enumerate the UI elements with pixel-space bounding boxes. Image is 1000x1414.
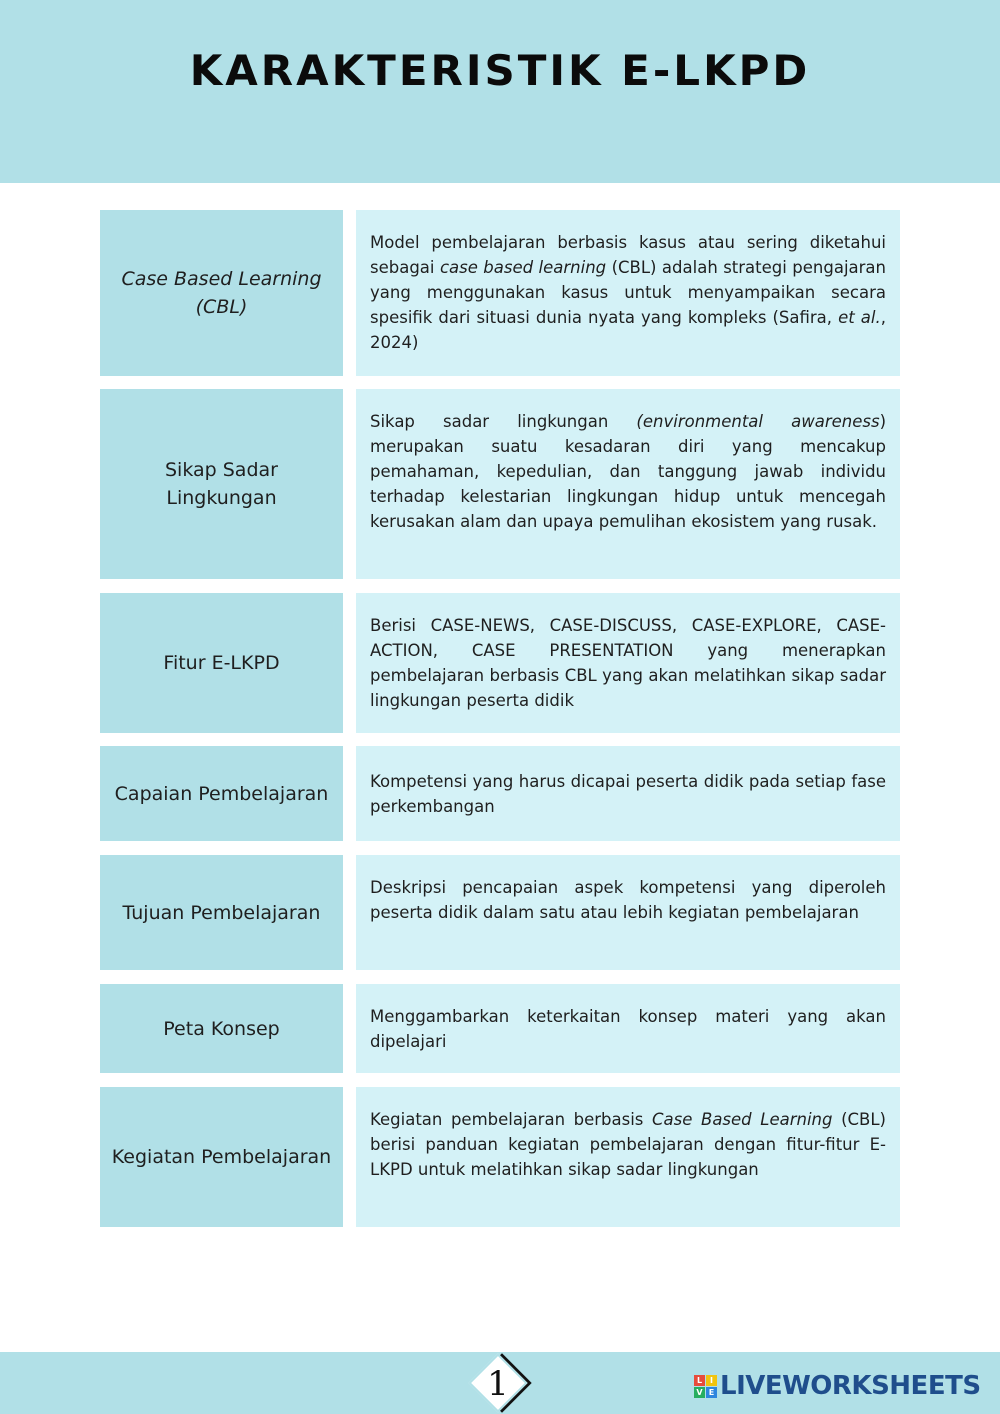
row-description — [356, 389, 900, 579]
row-label — [100, 389, 343, 579]
description-segment: , 2024) — [370, 308, 886, 352]
page-number: 1 — [487, 1364, 509, 1404]
row-description-text — [370, 878, 886, 922]
row-label-text: Sikap Sadar Lingkungan — [165, 459, 278, 509]
description-segment: Sikap sadar lingkungan — [370, 412, 637, 431]
description-segment: Kegiatan pembelajaran berbasis — [370, 1110, 653, 1129]
table-row — [100, 984, 900, 1073]
row-label-text: Peta Konsep — [163, 1017, 280, 1040]
row-label-text: Case Based Learning (CBL) — [121, 268, 322, 318]
description-segment: Berisi CASE-NEWS, CASE-DISCUSS, CASE-EXPLORE, CASE-ACTION, CASE PRESENTATION yang menerapkan pembelajaran berbasis CBL yang akan melatihkan sikap sadar lingkungan peserta didik — [370, 616, 886, 710]
description-segment: Kompetensi yang harus dicapai peserta didik pada setiap fase perkembangan — [370, 771, 886, 816]
logo-tile-e: E — [706, 1387, 717, 1398]
row-description-text — [370, 412, 886, 531]
description-segment: Model pembelajaran berbasis kasus atau sering diketahui sebagai — [370, 233, 886, 277]
row-label — [100, 984, 343, 1073]
logo-tile-v: V — [694, 1387, 705, 1398]
description-segment: (CBL) berisi panduan kegiatan pembelajaran dengan fitur-fitur E-LKPD untuk melatihkan sikap sadar lingkungan — [370, 1110, 886, 1179]
row-description — [356, 746, 900, 841]
description-segment: Menggambarkan keterkaitan konsep materi yang akan dipelajari — [370, 1006, 886, 1051]
description-segment: Case Based Learning — [652, 1110, 833, 1129]
row-label — [100, 210, 343, 376]
row-label — [100, 855, 343, 970]
logo-tile-i: I — [706, 1375, 717, 1386]
row-label — [100, 593, 343, 733]
logo-tile-l: L — [694, 1375, 705, 1386]
row-label-text: Capaian Pembelajaran — [114, 782, 329, 805]
description-segment: (environmental awareness — [636, 412, 880, 431]
table-row — [100, 389, 900, 579]
row-description-text — [370, 1004, 886, 1054]
description-segment: ) merupakan suatu kesadaran diri yang mencakup pemahaman, kepedulian, dan tanggung jawab individu terhadap kelestarian lingkungan hidup untuk mencegah kerusakan alam dan upaya pemulihan ekosistem yang rusak. — [370, 412, 886, 531]
row-description-text — [370, 616, 886, 710]
logo-text: LIVEWORKSHEETS — [720, 1371, 981, 1401]
description-segment: et al. — [838, 308, 881, 327]
row-description — [356, 855, 900, 970]
row-label — [100, 746, 343, 841]
row-description — [356, 593, 900, 733]
row-label-text: Tujuan Pembelajaran — [122, 901, 321, 924]
table-row — [100, 593, 900, 733]
row-label-text: Fitur E-LKPD — [163, 652, 280, 674]
page-title: KARAKTERISTIK E-LKPD — [189, 46, 811, 95]
row-description-text — [370, 1110, 886, 1179]
row-description-text — [370, 233, 886, 352]
row-description — [356, 984, 900, 1073]
row-label-text: Kegiatan Pembelajaran — [111, 1146, 332, 1168]
description-segment: (CBL) adalah strategi pengajaran yang menggunakan kasus untuk menyampaikan secara spesifik dari situasi dunia nyata yang kompleks (Safira, — [370, 258, 886, 327]
logo-icon — [694, 1375, 717, 1398]
row-description — [356, 210, 900, 376]
table-row — [100, 1087, 900, 1227]
row-description-text — [370, 769, 886, 819]
description-segment: Deskripsi pencapaian aspek kompetensi yang diperoleh peserta didik dalam satu atau lebih kegiatan pembelajaran — [370, 878, 886, 922]
table-row — [100, 855, 900, 970]
table-row — [100, 210, 900, 376]
liveworksheets-logo — [694, 1370, 981, 1402]
row-label — [100, 1087, 343, 1227]
row-description — [356, 1087, 900, 1227]
description-segment: case based learning — [439, 258, 607, 277]
table-row — [100, 746, 900, 841]
